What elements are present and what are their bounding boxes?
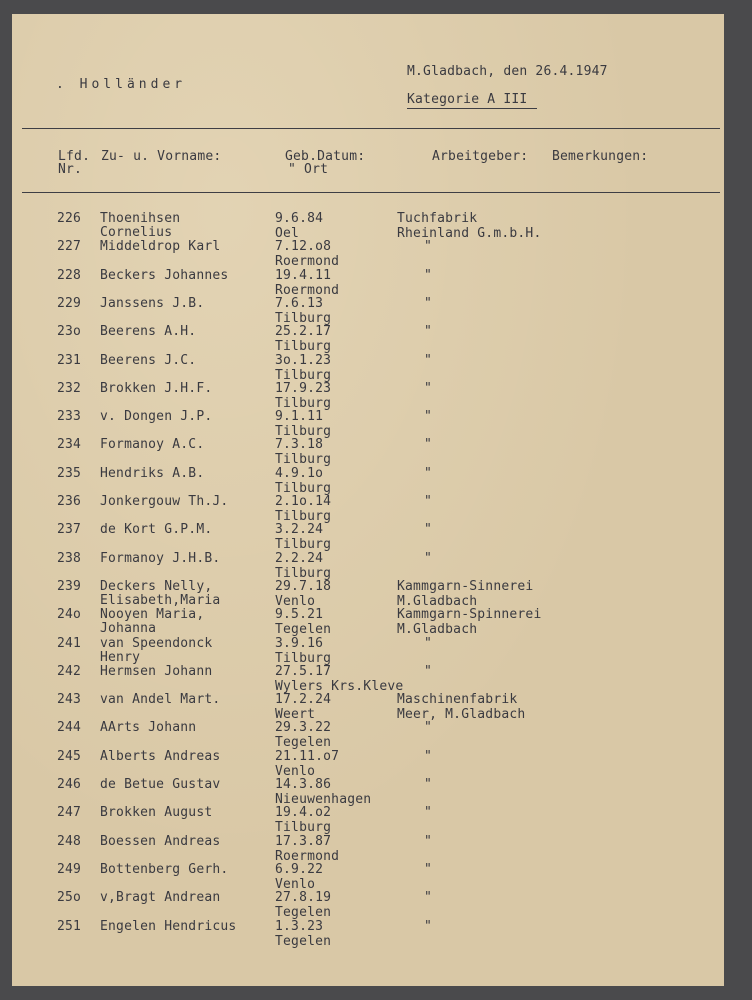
row-birth-place: Tilburg bbox=[275, 395, 332, 411]
row-birth-place: Tilburg bbox=[275, 650, 332, 666]
table-row bbox=[12, 749, 724, 779]
row-name: van Speendonck bbox=[100, 635, 213, 651]
row-name: Formanoy A.C. bbox=[100, 437, 205, 453]
row-number: 23o bbox=[57, 324, 82, 340]
row-name-continued: Elisabeth,Maria bbox=[100, 592, 221, 608]
row-name: Engelen Hendricus bbox=[100, 918, 237, 934]
row-number: 249 bbox=[57, 861, 82, 877]
col-name-header: Zu- u. Vorname: bbox=[101, 149, 222, 164]
row-employer: " bbox=[424, 805, 433, 821]
row-birth-date: 2.1o.14 bbox=[275, 494, 332, 509]
row-employer: " bbox=[424, 437, 433, 453]
row-name-continued: Cornelius bbox=[100, 225, 173, 240]
row-birth-date: 17.3.87 bbox=[275, 833, 332, 849]
row-birth-place: Tegelen bbox=[275, 622, 332, 638]
header-rule-top bbox=[22, 128, 720, 129]
row-birth-date: 17.2.24 bbox=[275, 692, 332, 708]
row-birth-date: 3.2.24 bbox=[275, 522, 324, 538]
row-name: v. Dongen J.P. bbox=[100, 409, 213, 425]
row-number: 237 bbox=[57, 522, 82, 538]
row-employer: " bbox=[424, 748, 433, 764]
row-employer: " bbox=[424, 550, 433, 566]
row-number: 242 bbox=[57, 663, 82, 679]
row-employer: Maschinenfabrik bbox=[397, 692, 518, 708]
category-underline bbox=[407, 108, 537, 109]
row-employer: " bbox=[424, 720, 433, 736]
row-number: 238 bbox=[57, 550, 82, 566]
row-name: Beerens A.H. bbox=[100, 324, 197, 340]
row-birth-place: Roermond bbox=[275, 254, 340, 270]
table-row bbox=[12, 834, 724, 864]
row-number: 233 bbox=[57, 409, 82, 425]
col-remarks-header: Bemerkungen: bbox=[552, 149, 649, 164]
row-number: 232 bbox=[57, 380, 82, 396]
row-birth-place: Nieuwenhagen bbox=[275, 792, 372, 807]
row-number: 25o bbox=[57, 890, 82, 906]
row-employer: " bbox=[424, 494, 433, 509]
row-name: Middeldrop Karl bbox=[100, 239, 221, 255]
row-name: Janssens J.B. bbox=[100, 295, 205, 311]
row-birth-date: 29.3.22 bbox=[275, 720, 332, 736]
row-employer: " bbox=[424, 465, 433, 481]
row-name-continued: Johanna bbox=[100, 621, 157, 637]
row-number: 227 bbox=[57, 239, 82, 255]
table-row bbox=[12, 664, 724, 694]
table-row bbox=[12, 522, 724, 552]
row-birth-date: 9.1.11 bbox=[275, 409, 324, 425]
row-name: Boessen Andreas bbox=[100, 833, 221, 849]
row-name: Hermsen Johann bbox=[100, 663, 213, 679]
row-birth-place: Tilburg bbox=[275, 565, 332, 581]
document-title: . Holländer bbox=[56, 77, 187, 92]
table-row bbox=[12, 805, 724, 835]
table-row bbox=[12, 437, 724, 467]
table-row bbox=[12, 862, 724, 892]
row-birth-date: 9.5.21 bbox=[275, 607, 324, 623]
row-birth-date: 7.6.13 bbox=[275, 295, 324, 311]
row-number: 236 bbox=[57, 494, 82, 509]
row-birth-place: Tilburg bbox=[275, 367, 332, 383]
row-name-continued: Henry bbox=[100, 649, 141, 665]
row-birth-date: 3o.1.23 bbox=[275, 352, 332, 368]
row-birth-place: Wylers Krs.Kleve bbox=[275, 678, 404, 694]
row-birth-place: Tegelen bbox=[275, 933, 332, 949]
row-employer: Kammgarn-Sinnerei bbox=[397, 578, 534, 594]
row-birth-date: 4.9.1o bbox=[275, 465, 324, 481]
category-label: Kategorie A III bbox=[407, 92, 528, 107]
row-employer: " bbox=[424, 890, 433, 906]
row-employer: " bbox=[424, 267, 433, 283]
row-name: AArts Johann bbox=[100, 720, 197, 736]
row-birth-place: Tilburg bbox=[275, 820, 332, 836]
row-name: Alberts Andreas bbox=[100, 748, 221, 764]
table-row bbox=[12, 636, 724, 666]
table-row bbox=[12, 607, 724, 637]
table-row bbox=[12, 381, 724, 411]
row-name: Brokken August bbox=[100, 805, 213, 821]
row-birth-date: 29.7.18 bbox=[275, 578, 332, 594]
col-employer-header: Arbeitgeber: bbox=[432, 149, 529, 164]
row-number: 241 bbox=[57, 635, 82, 651]
table-row bbox=[12, 324, 724, 354]
row-name: Jonkergouw Th.J. bbox=[100, 494, 229, 509]
row-number: 24o bbox=[57, 607, 82, 623]
row-employer: Tuchfabrik bbox=[397, 211, 478, 226]
row-name: v,Bragt Andrean bbox=[100, 890, 221, 906]
table-row bbox=[12, 239, 724, 269]
row-birth-date: 19.4.o2 bbox=[275, 805, 332, 821]
row-birth-date: 2.2.24 bbox=[275, 550, 324, 566]
col-nr-header-line2: Nr. bbox=[58, 162, 83, 177]
table-row bbox=[12, 494, 724, 524]
row-number: 251 bbox=[57, 918, 82, 934]
row-name: Thoenihsen bbox=[100, 211, 181, 226]
row-birth-place: Tilburg bbox=[275, 452, 332, 468]
table-row bbox=[12, 579, 724, 609]
row-number: 247 bbox=[57, 805, 82, 821]
row-employer: " bbox=[424, 295, 433, 311]
row-employer: Kammgarn-Spinnerei bbox=[397, 607, 542, 623]
document-page bbox=[12, 14, 724, 986]
table-row bbox=[12, 551, 724, 581]
row-employer: " bbox=[424, 352, 433, 368]
row-number: 243 bbox=[57, 692, 82, 708]
table-row bbox=[12, 919, 724, 949]
row-number: 246 bbox=[57, 777, 82, 792]
row-employer: " bbox=[424, 833, 433, 849]
row-employer-continued: Rheinland G.m.b.H. bbox=[397, 226, 542, 241]
col-place-header: " Ort bbox=[288, 162, 329, 177]
row-birth-place: Tilburg bbox=[275, 339, 332, 355]
table-row bbox=[12, 268, 724, 298]
row-name: Deckers Nelly, bbox=[100, 578, 213, 594]
row-name: Beerens J.C. bbox=[100, 352, 197, 368]
row-birth-date: 9.6.84 bbox=[275, 211, 324, 226]
row-number: 248 bbox=[57, 833, 82, 849]
row-birth-place: Weert bbox=[275, 707, 316, 723]
col-nr-header: Lfd. bbox=[58, 149, 91, 164]
row-employer: " bbox=[424, 918, 433, 934]
row-birth-date: 7.12.o8 bbox=[275, 239, 332, 255]
table-row bbox=[12, 692, 724, 722]
row-name: van Andel Mart. bbox=[100, 692, 221, 708]
row-birth-date: 7.3.18 bbox=[275, 437, 324, 453]
row-employer: " bbox=[424, 635, 433, 651]
row-employer: " bbox=[424, 861, 433, 877]
row-number: 231 bbox=[57, 352, 82, 368]
row-number: 244 bbox=[57, 720, 82, 736]
table-row bbox=[12, 296, 724, 326]
row-birth-date: 1.3.23 bbox=[275, 918, 324, 934]
row-birth-date: 27.8.19 bbox=[275, 890, 332, 906]
row-number: 245 bbox=[57, 748, 82, 764]
row-birth-date: 27.5.17 bbox=[275, 663, 332, 679]
table-row bbox=[12, 353, 724, 383]
row-birth-date: 25.2.17 bbox=[275, 324, 332, 340]
row-birth-place: Venlo bbox=[275, 876, 316, 892]
row-birth-date: 6.9.22 bbox=[275, 861, 324, 877]
row-name: Brokken J.H.F. bbox=[100, 380, 213, 396]
row-birth-place: Roermond bbox=[275, 848, 340, 864]
row-employer-continued: M.Gladbach bbox=[397, 593, 478, 609]
row-employer-continued: Meer, M.Gladbach bbox=[397, 707, 526, 723]
row-name: de Kort G.P.M. bbox=[100, 522, 213, 538]
row-name: Hendriks A.B. bbox=[100, 465, 205, 481]
row-birth-place: Tegelen bbox=[275, 905, 332, 921]
row-number: 226 bbox=[57, 211, 82, 226]
row-employer: " bbox=[424, 380, 433, 396]
row-birth-place: Tilburg bbox=[275, 537, 332, 553]
header-rule-bottom bbox=[22, 192, 720, 193]
row-employer: " bbox=[424, 409, 433, 425]
row-number: 229 bbox=[57, 295, 82, 311]
table-row bbox=[12, 409, 724, 439]
row-employer-continued: M.Gladbach bbox=[397, 622, 478, 638]
table-row bbox=[12, 466, 724, 496]
row-number: 239 bbox=[57, 578, 82, 594]
row-birth-place: Tegelen bbox=[275, 735, 332, 751]
row-birth-place: Tilburg bbox=[275, 480, 332, 496]
table-row bbox=[12, 777, 724, 807]
row-birth-date: 14.3.86 bbox=[275, 777, 332, 792]
row-employer: " bbox=[424, 522, 433, 538]
row-birth-place: Tilburg bbox=[275, 509, 332, 524]
row-birth-place: Roermond bbox=[275, 282, 340, 298]
row-birth-date: 19.4.11 bbox=[275, 267, 332, 283]
row-name: de Betue Gustav bbox=[100, 777, 221, 792]
table-row bbox=[12, 211, 724, 241]
row-number: 228 bbox=[57, 267, 82, 283]
row-name: Bottenberg Gerh. bbox=[100, 861, 229, 877]
row-number: 234 bbox=[57, 437, 82, 453]
row-birth-place: Venlo bbox=[275, 593, 316, 609]
place-date: M.Gladbach, den 26.4.1947 bbox=[407, 64, 608, 79]
row-employer: " bbox=[424, 239, 433, 255]
table-row bbox=[12, 720, 724, 750]
table-row bbox=[12, 890, 724, 920]
row-employer: " bbox=[424, 777, 433, 792]
row-birth-date: 3.9.16 bbox=[275, 635, 324, 651]
row-employer: " bbox=[424, 663, 433, 679]
row-birth-place: Tilburg bbox=[275, 310, 332, 326]
row-employer: " bbox=[424, 324, 433, 340]
row-name: Beckers Johannes bbox=[100, 267, 229, 283]
row-name: Formanoy J.H.B. bbox=[100, 550, 221, 566]
row-birth-place: Tilburg bbox=[275, 424, 332, 440]
row-number: 235 bbox=[57, 465, 82, 481]
row-birth-date: 17.9.23 bbox=[275, 380, 332, 396]
col-date-header: Geb.Datum: bbox=[285, 149, 366, 164]
row-name: Nooyen Maria, bbox=[100, 607, 205, 623]
row-birth-date: 21.11.o7 bbox=[275, 748, 340, 764]
row-birth-place: Oel bbox=[275, 226, 300, 241]
row-birth-place: Venlo bbox=[275, 763, 316, 779]
